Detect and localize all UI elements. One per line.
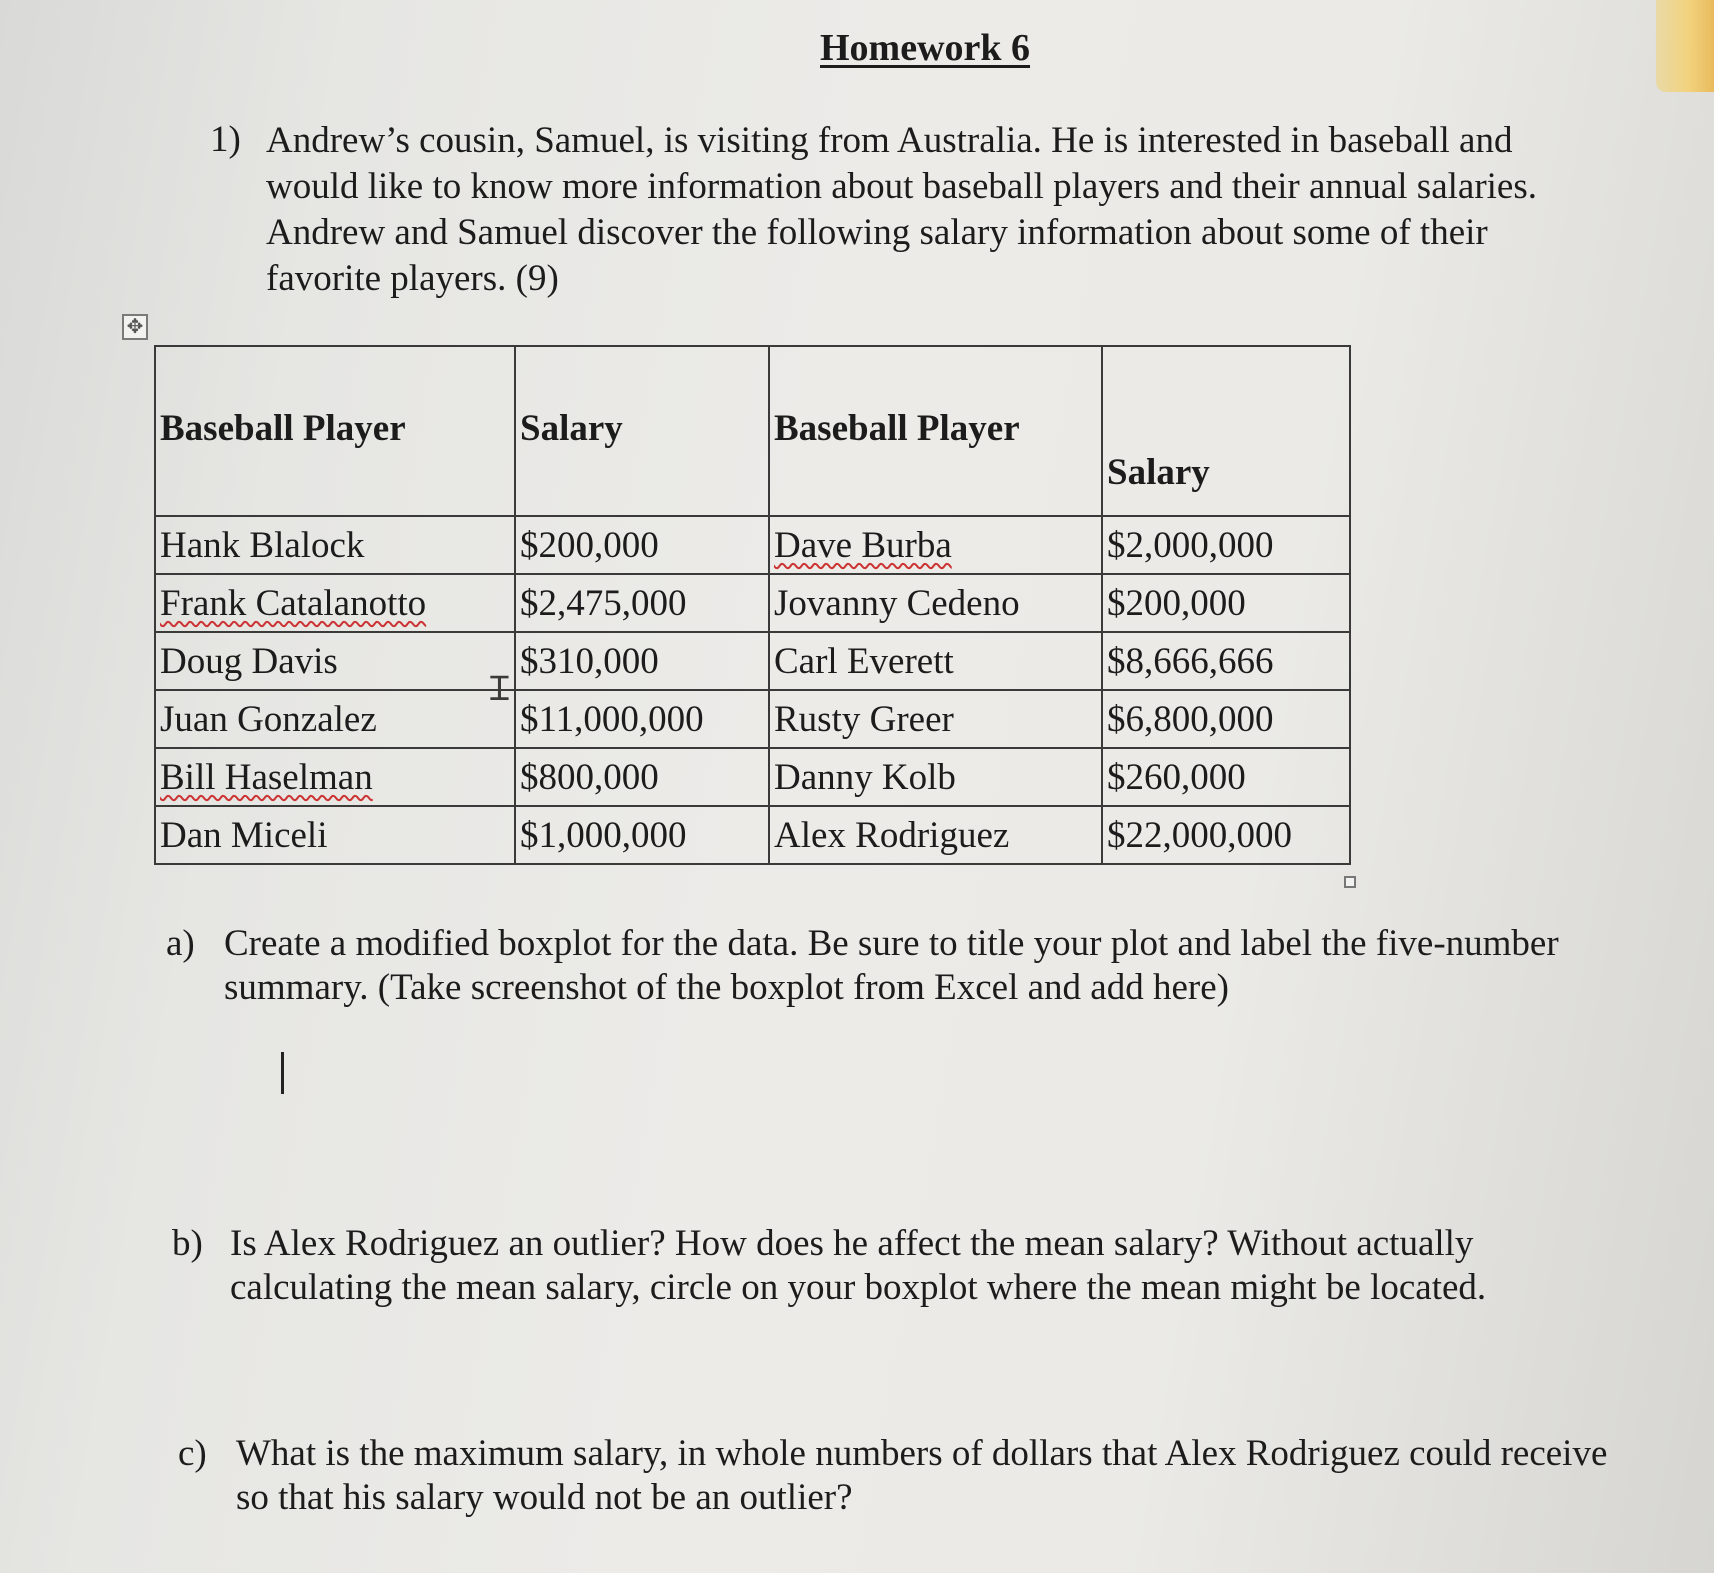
salary-cell[interactable]: $310,000	[515, 632, 769, 690]
spellcheck-flagged-text: Dave Burba	[774, 524, 952, 566]
header-salary-2[interactable]: Salary	[1102, 346, 1350, 516]
player-cell[interactable]: Carl Everett	[769, 632, 1102, 690]
salary-cell[interactable]: $11,000,000	[515, 690, 769, 748]
player-cell[interactable]: Doug Davis	[155, 632, 515, 690]
table-row	[155, 574, 1350, 632]
document-title: Homework 6	[820, 27, 1031, 69]
part-a-text: Create a modified boxplot for the data. Be sure to title your plot and label the five-number summary. (Take screenshot of the boxplot from Excel and add here)	[224, 923, 1559, 1008]
player-cell[interactable]	[155, 748, 515, 806]
salary-cell[interactable]: $200,000	[1102, 574, 1350, 632]
header-baseball-player-2[interactable]: Baseball Player	[769, 346, 1102, 516]
i-beam-cursor-icon: Ɪ	[490, 669, 509, 709]
table-move-handle-icon[interactable]: ✥	[122, 314, 148, 340]
table-row	[155, 806, 1350, 864]
salary-table	[154, 345, 1351, 865]
table-header-row	[155, 346, 1350, 516]
salary-cell[interactable]: $200,000	[515, 516, 769, 574]
header-baseball-player-1[interactable]: Baseball Player	[155, 346, 515, 516]
player-cell[interactable]: Dan Miceli	[155, 806, 515, 864]
spellcheck-flagged-text: Frank Catalanotto	[160, 582, 427, 624]
player-cell[interactable]: Juan Gonzalez	[155, 690, 515, 748]
player-cell[interactable]: Danny Kolb	[769, 748, 1102, 806]
question-1-text: Andrew’s cousin, Samuel, is visiting from Australia. He is interested in baseball and would like to know more information about baseball players and their annual salaries. Andrew and Samuel discover the following salary information about some of their favorite players. (9)	[266, 120, 1538, 299]
part-a-label: a)	[166, 923, 195, 964]
salary-cell[interactable]: $800,000	[515, 748, 769, 806]
part-c-label: c)	[178, 1433, 207, 1474]
player-cell[interactable]: Rusty Greer	[769, 690, 1102, 748]
part-c-text: What is the maximum salary, in whole numbers of dollars that Alex Rodriguez could receive so that his salary would not be an outlier?	[236, 1433, 1608, 1518]
salary-cell[interactable]: $6,800,000	[1102, 690, 1350, 748]
table-row	[155, 632, 1350, 690]
table-row	[155, 748, 1350, 806]
text-insertion-caret[interactable]	[281, 1052, 284, 1094]
header-salary-1[interactable]: Salary	[515, 346, 769, 516]
player-cell[interactable]	[155, 574, 515, 632]
salary-cell[interactable]: $8,666,666	[1102, 632, 1350, 690]
player-cell[interactable]	[769, 516, 1102, 574]
player-cell[interactable]: Hank Blalock	[155, 516, 515, 574]
salary-cell[interactable]: $260,000	[1102, 748, 1350, 806]
salary-cell[interactable]: $1,000,000	[515, 806, 769, 864]
salary-cell[interactable]: $22,000,000	[1102, 806, 1350, 864]
part-b-text: Is Alex Rodriguez an outlier? How does he affect the mean salary? Without actually calculating the mean salary, circle on your boxplot where the mean might be located.	[230, 1223, 1487, 1308]
question-1-number: 1)	[210, 119, 241, 160]
light-glare	[1656, 0, 1714, 92]
player-cell[interactable]: Alex Rodriguez	[769, 806, 1102, 864]
part-b-label: b)	[172, 1223, 203, 1264]
table-row	[155, 516, 1350, 574]
player-cell[interactable]: Jovanny Cedeno	[769, 574, 1102, 632]
salary-cell[interactable]: $2,475,000	[515, 574, 769, 632]
table-resize-handle-icon[interactable]	[1344, 876, 1356, 888]
table-row	[155, 690, 1350, 748]
salary-cell[interactable]: $2,000,000	[1102, 516, 1350, 574]
spellcheck-flagged-text: Bill Haselman	[160, 756, 373, 798]
